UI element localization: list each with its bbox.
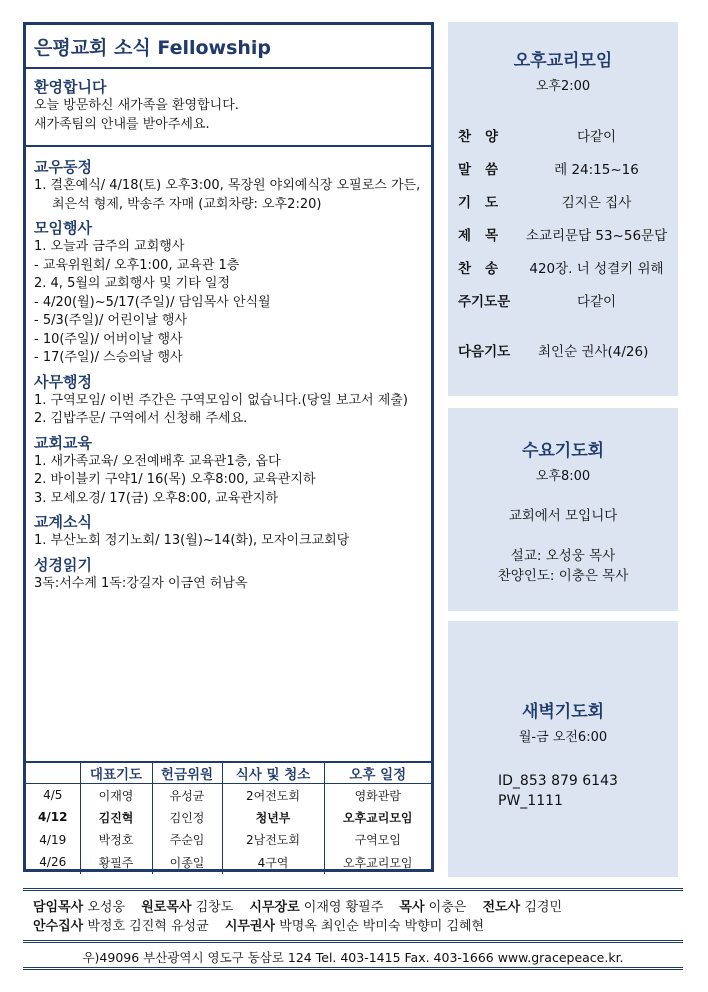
table-cell: 4/5 (43, 788, 63, 802)
table-row (26, 851, 431, 874)
staff-names: 박정호 김진혁 유성균 (87, 919, 209, 934)
section-line: 3독:서수계 1독:강길자 이금연 허남옥 (34, 575, 248, 591)
staff-names: 김경민 (524, 900, 563, 915)
table-cell: 청년부 (222, 806, 324, 829)
afternoon-time: 오후2:00 (535, 79, 591, 94)
wednesday-worship-leader: 찬양인도: 이충은 목사 (497, 568, 629, 584)
worship-label: 찬송 (458, 260, 513, 277)
welcome-line: 오늘 방문하신 새가족을 환영합니다. (34, 98, 239, 113)
wednesday-title: 수요기도회 (521, 441, 605, 461)
footer-divider (23, 967, 683, 971)
wednesday-prayer-panel (448, 408, 678, 611)
news-content (26, 147, 431, 593)
staff-list (33, 898, 683, 936)
welcome-section (26, 69, 431, 147)
footer-divider (23, 940, 683, 944)
staff-role: 시무장로 (249, 900, 300, 915)
staff-role: 시무권사 (224, 919, 276, 934)
table-cell: 김진혁 (80, 806, 152, 829)
table-cell: 영화관람 (324, 784, 431, 807)
table-cell: 4/26 (39, 855, 67, 870)
section-bible-reading (34, 555, 431, 594)
worship-value: 레 24:15~16 (554, 161, 639, 178)
table-cell: 오후교리모임 (324, 806, 431, 829)
staff-line (33, 917, 683, 936)
table-header: 식사 및 청소 (222, 763, 324, 784)
staff-names: 김창도 (195, 900, 234, 915)
table-cell: 4/19 (39, 832, 67, 847)
table-cell: 4/12 (38, 810, 68, 825)
section-education (34, 433, 431, 509)
section-line: - 10(주일)/ 어버이날 행사 (34, 331, 183, 347)
worship-row (458, 283, 673, 316)
afternoon-title: 오후교리모임 (513, 51, 613, 71)
duty-schedule-table (26, 761, 431, 874)
worship-value: 소교리문답 53~56문답 (525, 227, 668, 244)
staff-role: 안수집사 (33, 919, 84, 934)
worship-row (458, 217, 673, 250)
worship-order (458, 118, 673, 316)
table-cell: 황필주 (80, 851, 152, 874)
worship-label: 제목 (458, 227, 513, 244)
table-cell: 4구역 (222, 851, 324, 874)
worship-row (458, 118, 673, 151)
table-cell: 구역모임 (324, 829, 431, 852)
worship-value: 김지은 집사 (561, 194, 632, 211)
table-header-row (26, 763, 431, 784)
news-title: 은평교회 소식 Fellowship (26, 25, 431, 69)
table-row (26, 829, 431, 852)
section-heading: 성경읽기 (34, 555, 92, 574)
section-line: 1. 새가족교육/ 오전예배후 교육관1층, 옵다 (34, 453, 281, 469)
staff-names: 이재영 황필주 (303, 900, 384, 915)
table-cell: 오후교리모임 (324, 851, 431, 874)
dawn-prayer-panel (448, 621, 678, 877)
footer-divider (23, 888, 683, 892)
afternoon-meeting-panel (448, 22, 678, 396)
wednesday-preacher: 설교: 오성웅 목사 (510, 548, 616, 564)
section-admin (34, 372, 431, 429)
next-prayer-value: 최인순 권사(4/26) (538, 344, 649, 360)
welcome-line: 새가족팀의 안내를 받아주세요. (34, 116, 210, 132)
staff-role: 목사 (399, 900, 425, 915)
table-header: 대표기도 (80, 763, 152, 784)
zoom-password: PW_1111 (498, 793, 563, 809)
table-cell: 유성균 (152, 784, 222, 807)
wednesday-time: 오후8:00 (535, 469, 591, 484)
section-line: 1. 부산노회 정기노회/ 13(월)~14(화), 모자이크교회당 (34, 533, 350, 548)
section-heading: 교우동정 (34, 158, 92, 176)
table-row (26, 784, 431, 807)
staff-names: 오성웅 (87, 900, 126, 915)
dawn-time: 월-금 오전6:00 (518, 730, 608, 745)
section-line: - 17(주일)/ 스승의날 행사 (34, 350, 183, 365)
section-line: 최은석 형제, 박송주 자매 (교회차량: 오후2:20) (52, 196, 322, 212)
worship-value: 420장. 너 성결키 위해 (529, 260, 664, 277)
staff-role: 전도사 (482, 900, 521, 915)
worship-value: 다같이 (576, 128, 617, 145)
section-heading: 사무행정 (34, 372, 92, 391)
section-line: - 5/3(주일)/ 어린이날 행사 (34, 313, 187, 328)
staff-line (33, 898, 683, 917)
table-header: 헌금위원 (152, 763, 222, 784)
next-prayer-label: 다음기도 (458, 344, 511, 360)
worship-value: 다같이 (576, 293, 617, 310)
worship-label: 주기도문 (458, 293, 511, 310)
section-line: - 교육위원회/ 오후1:00, 교육관 1층 (34, 257, 240, 273)
table-cell: 박정호 (80, 829, 152, 852)
staff-names: 박명옥 최인순 박미숙 박향미 김혜현 (279, 919, 485, 934)
section-line: 1. 오늘과 금주의 교회행사 (34, 239, 185, 254)
table-cell: 김인정 (152, 806, 222, 829)
table-cell: 이재영 (80, 784, 152, 807)
table-row (26, 806, 431, 829)
section-line: 2. 김밥주문/ 구역에서 신청해 주세요. (34, 411, 248, 426)
section-line: 2. 바이블키 구약1/ 16(목) 오후8:00, 교육관지하 (34, 472, 316, 487)
table-cell: 2여전도회 (222, 784, 324, 807)
worship-row (458, 151, 673, 184)
wednesday-place: 교회에서 모입니다 (508, 508, 618, 524)
section-heading: 교회교육 (34, 433, 92, 452)
section-line: 1. 결혼예식/ 4/18(토) 오후3:00, 목장원 야외예식장 오필로스 가든, (34, 178, 421, 193)
worship-label: 찬양 (458, 128, 513, 145)
table-cell: 2남전도회 (222, 829, 324, 852)
section-heading: 모임행사 (34, 219, 92, 237)
zoom-id: ID_853 879 6143 (498, 773, 618, 789)
table-cell: 이종일 (152, 851, 222, 874)
table-cell: 주순임 (152, 829, 222, 852)
table-header: 오후 일정 (324, 763, 431, 784)
section-line: 1. 구역모임/ 이번 주간은 구역모임이 없습니다.(당일 보고서 제출) (34, 392, 408, 408)
section-events (34, 218, 431, 368)
next-prayer (458, 340, 673, 360)
worship-label: 기도 (458, 194, 513, 211)
section-denomination (34, 512, 431, 551)
section-line: 2. 4, 5월의 교회행사 및 기타 일정 (34, 276, 231, 291)
table-header (26, 763, 80, 784)
worship-row (458, 250, 673, 283)
worship-label: 말씀 (458, 161, 513, 178)
zoom-info (448, 771, 678, 811)
staff-role: 담임목사 (33, 900, 84, 915)
news-box (23, 22, 434, 872)
staff-names: 이충은 (428, 900, 467, 915)
section-members (34, 157, 431, 214)
section-line: - 4/20(월)~5/17(주일)/ 담임목사 안식월 (34, 294, 271, 310)
dawn-title: 새벽기도회 (521, 702, 605, 722)
staff-role: 원로목사 (141, 900, 192, 915)
welcome-heading: 환영합니다 (34, 78, 107, 96)
section-line: 3. 모세오경/ 17(금) 오후8:00, 교육관지하 (34, 490, 279, 506)
worship-row (458, 184, 673, 217)
section-heading: 교계소식 (34, 513, 92, 531)
church-address: 우)49096 부산광역시 영도구 동삼로 124 Tel. 403-1415 Fax. 403-1666 www.gracepeace.kr. (82, 950, 624, 965)
